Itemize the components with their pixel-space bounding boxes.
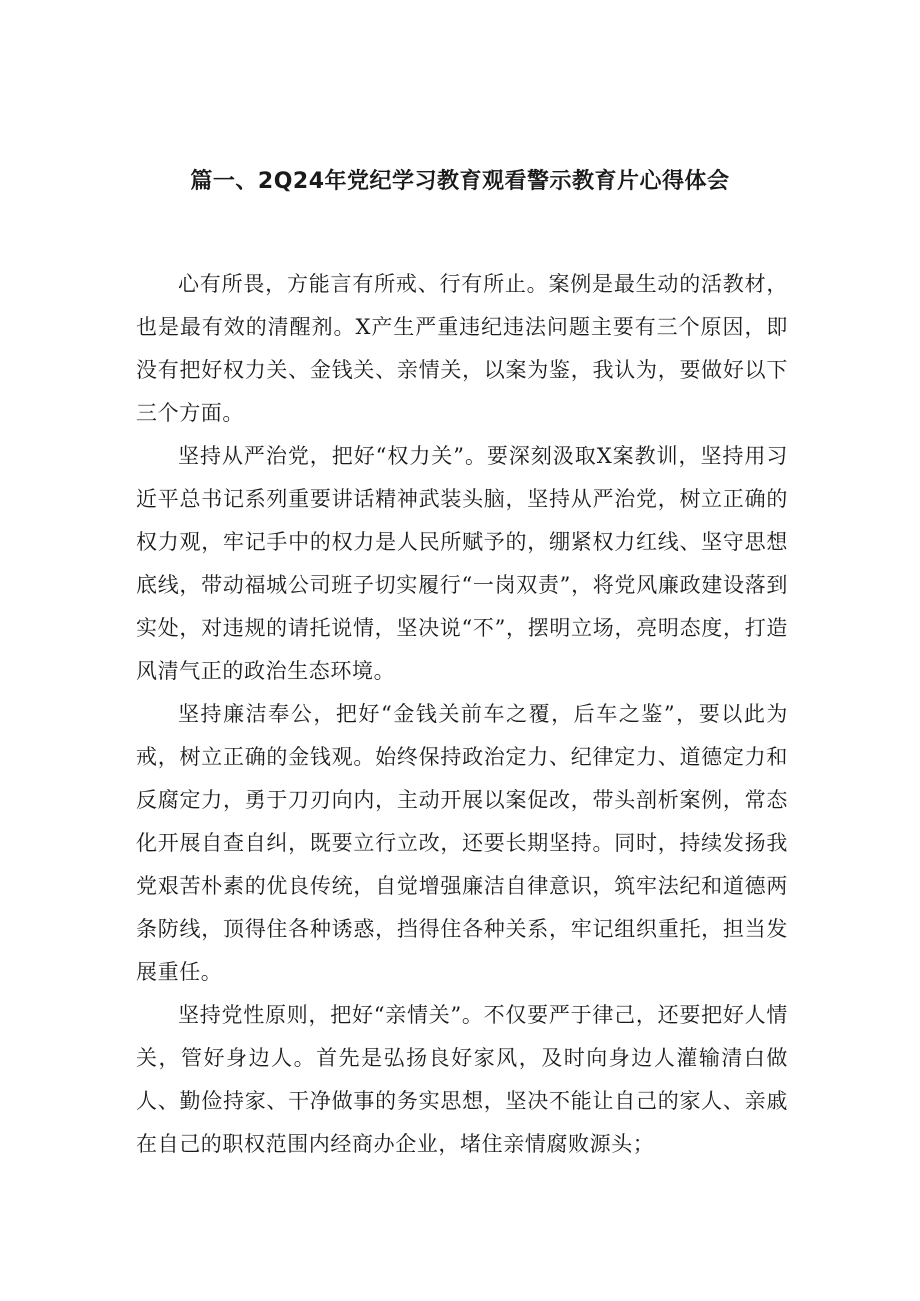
paragraph-family-gate: 坚持党性原则，把好“亲情关”。不仅要严于律己，还要把好人情关，管好身边人。首先是弘扬良好家风，及时向身边人灌输清白做人、勤俭持家、干净做事的务实思想，坚决不能让自己的家人、亲戚在自己的职权范围内经商办企业，堵住亲情腐败源头； [136, 1003, 788, 1156]
paragraph-intro: 心有所畏，方能言有所戒、行有所止。案例是最生动的活教材，也是最有效的清醒剂。X产生严重违纪违法问题主要有三个原因，即没有把好权力关、金钱关、亲情关，以案为鉴，我认为，要做好以下三个方面。 [136, 272, 788, 425]
paragraph-power-gate: 坚持从严治党，把好“权力关”。要深刻汲取X案教训，坚持用习近平总书记系列重要讲话精神武装头脑，坚持从严治党，树立正确的权力观，牢记手中的权力是人民所赋予的，绷紧权力红线、坚守思想底线，带动福城公司班子切实履行“一岗双责”，将党风廉政建设落到实处，对违规的请托说情，坚决说“不”，摆明立场，亮明态度，打造风清气正的政治生态环境。 [136, 444, 788, 683]
document-body [136, 263, 788, 1166]
document-title: 篇一、2Q24年党纪学习教育观看警示教育片心得体会 [190, 169, 730, 194]
paragraph-money-gate: 坚持廉洁奉公，把好“金钱关前车之覆，后车之鉴”，要以此为戒，树立正确的金钱观。始终保持政治定力、纪律定力、道德定力和反腐定力，勇于刀刃向内，主动开展以案促改，带头剖析案例，常态化开展自查自纠，既要立行立改，还要长期坚持。同时，持续发扬我党艰苦朴素的优良传统，自觉增强廉洁自律意识，筑牢法纪和道德两条防线，顶得住各种诱惑，挡得住各种关系，牢记组织重托，担当发展重任。 [136, 702, 788, 984]
